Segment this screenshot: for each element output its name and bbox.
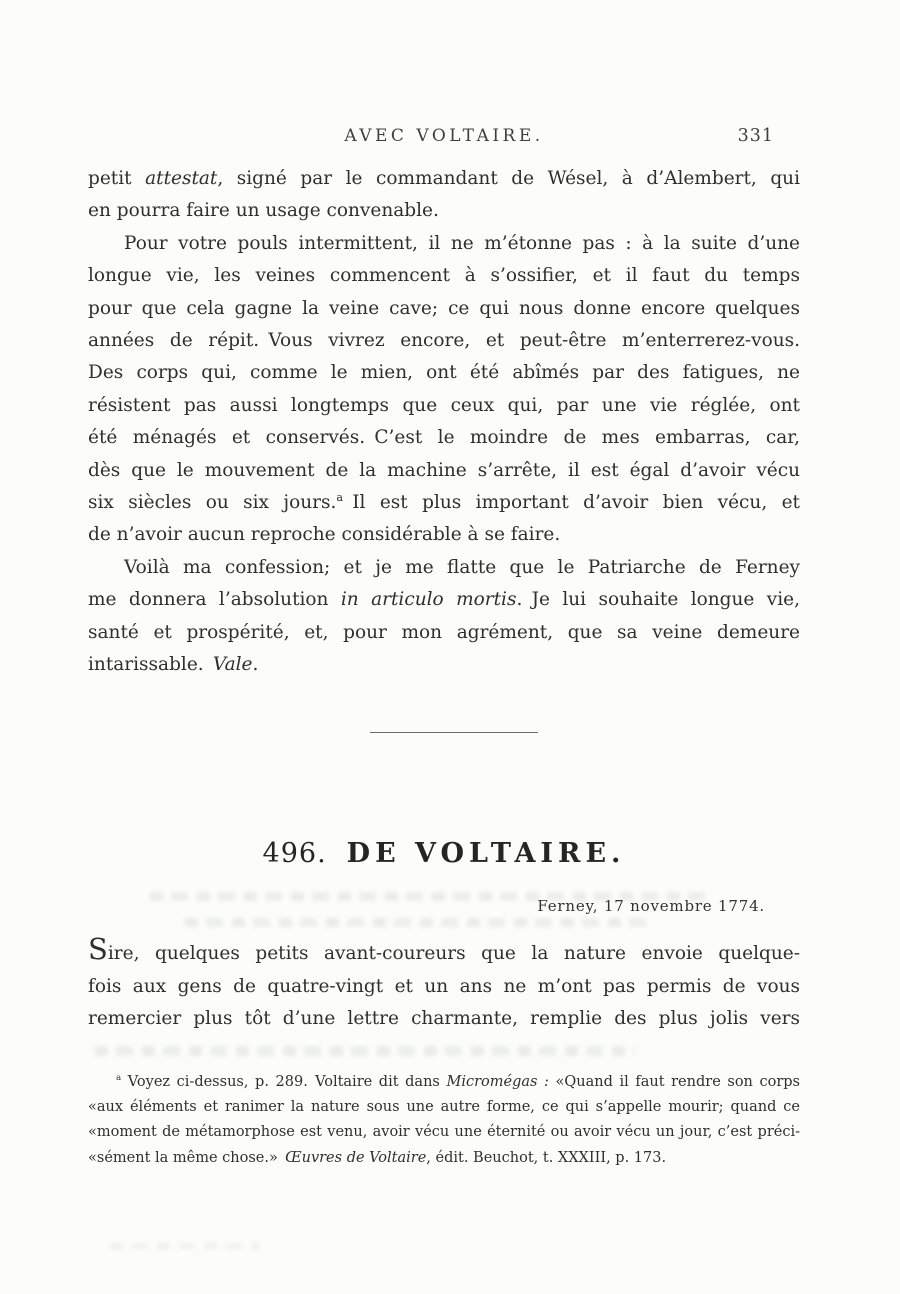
text-line: intarissable. Vale. (88, 654, 259, 676)
text-line: Sire, quelques petits avant-coureurs que la nature envoie quelque- (88, 932, 800, 966)
letter-title: DE VOLTAIRE. (346, 838, 626, 869)
text-line: me donnera l’absolution in articulo mortis. Je lui souhaite longue vie, (88, 589, 800, 611)
bleedthrough-artifact (95, 1046, 635, 1056)
bleedthrough-artifact (110, 1243, 260, 1249)
letter-number: 496. (262, 838, 327, 869)
text-line: en pourra faire un usage convenable. (88, 200, 439, 222)
text-line: «aux éléments et ranimer la nature sous une autre forme, ce qui s’appelle mourir; quand ce (88, 1099, 800, 1116)
text-line: été ménagés et conservés. C’est le moindre de mes embarras, car, (88, 427, 800, 449)
text-line: six siècles ou six jours.$^a$ Il est plus important d’avoir bien vécu, et (88, 490, 800, 514)
main-letter-text (88, 163, 800, 682)
text-line: années de répit. Vous vivrez encore, et peut-être m’enterrerez-vous. (88, 330, 800, 352)
text-line: remercier plus tôt d’une lettre charmante, remplie des plus jolis vers (88, 1008, 800, 1030)
text-line: fois aux gens de quatre-vingt et un ans ne m’ont pas permis de vous (88, 975, 800, 997)
text-line: $^a$ Voyez ci-dessus, p. 289. Voltaire dit dans Micromégas : «Quand il faut rendre son corps (116, 1073, 800, 1090)
text-line: santé et prospérité, et, pour mon agrément, que sa veine demeure (88, 621, 800, 643)
footnote-marker: a (336, 490, 343, 504)
text-line: Des corps qui, comme le mien, ont été abîmés par des fatigues, ne (88, 362, 800, 384)
text-line: «sément la même chose.» Œuvres de Voltaire, édit. Beuchot, t. XXXIII, p. 173. (88, 1149, 667, 1166)
text-line: longue vie, les veines commencent à s’ossifier, et il faut du temps (88, 265, 800, 287)
page-header (88, 126, 800, 150)
page-number: 331 (737, 126, 774, 146)
letter-body-text (88, 932, 800, 1036)
text-line: petit attestat, signé par le commandant de Wésel, à d’Alembert, qui (88, 168, 800, 189)
footnote-marker: a (116, 1073, 122, 1084)
footnote (88, 1070, 800, 1171)
text-line: «moment de métamorphose est venu, avoir vécu une éternité ou avoir vécu un jour, c’est préci- (88, 1124, 800, 1141)
section-heading (88, 838, 800, 869)
text-line: pour que cela gagne la veine cave; ce qui nous donne encore quelques (88, 297, 800, 319)
section-divider-rule (370, 732, 538, 733)
bleedthrough-artifact (185, 918, 655, 927)
dateline: Ferney, 17 novembre 1774. (537, 897, 765, 915)
text-line: dès que le mouvement de la machine s’arrête, il est égal d’avoir vécu (88, 459, 800, 481)
text-line: résistent pas aussi longtemps que ceux qui, par une vie réglée, ont (88, 394, 800, 416)
drop-cap: S (88, 932, 108, 966)
text-line: Voilà ma confession; et je me flatte que le Patriarche de Ferney (124, 556, 800, 578)
running-head: AVEC VOLTAIRE. (344, 126, 544, 146)
text-line: Pour votre pouls intermittent, il ne m’étonne pas : à la suite d’une (124, 232, 800, 254)
text-line: de n’avoir aucun reproche considérable à se faire. (88, 524, 561, 546)
